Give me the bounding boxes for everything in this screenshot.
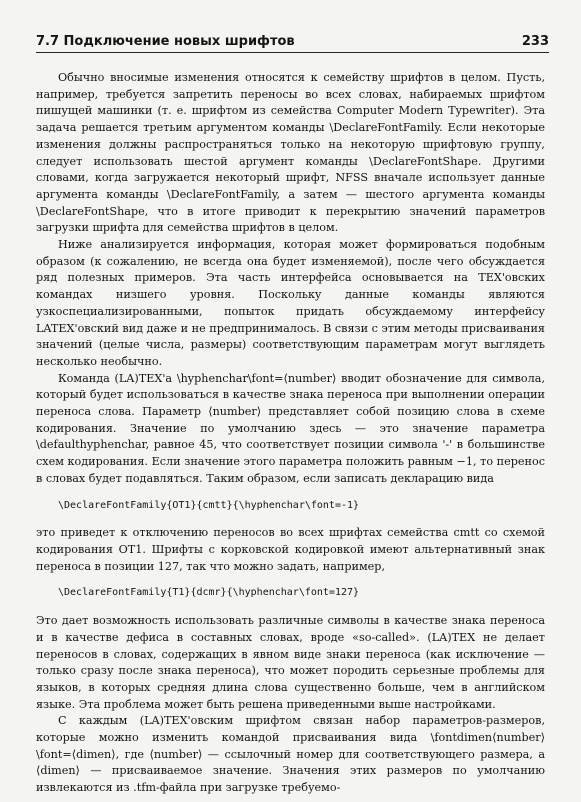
code-block: \DeclareFontFamily{T1}{dcmr}{\hyphenchar\font=127}	[58, 587, 360, 599]
section-title: 7.7 Подключение новых шрифтов	[36, 34, 295, 49]
code-block: \DeclareFontFamily{OT1}{cmtt}{\hyphenchar\font=-1}	[58, 499, 360, 511]
page-number: 233	[521, 34, 549, 49]
paragraph: это приведет к отключению переносов во всех шрифтах семейства cmtt со схемой кодирования OT1. Шрифты с корковской кодировкой имеют альтернативный знак переноса в позиции 127, так что можно задать, например,	[36, 526, 545, 573]
paragraph: Обычно вносимые изменения относятся к семейству шрифтов в целом. Пусть, например, требуется запретить переносы во всех словах, набираемых шрифтом пишущей машинки (т. е. шрифтом из семейства Computer Modern Typewriter). Эта задача решается третьим аргументом команды \DeclareFontFamily. Если некоторые изменения должны распространяться только на некоторую шрифтовую группу, следует использовать шестой аргумент команды \DeclareFontShape. Другими словами, когда загружается некоторый шрифт, NFSS вначале использует данные аргумента команды \DeclareFontFamily, а затем — шестого аргумента команды \DeclareFontShape, что в итоге приводит к перекрытию значений параметров загрузки шрифта для семейства шрифтов в целом.	[36, 71, 545, 235]
paragraph: Это дает возможность использовать различные символы в качестве знака переноса и в качестве дефиса в составных словах, вроде «so-called». (LA)TEX не делает переносов в словах, содержащих в явном виде знаки переноса (как исключение — только сразу после знака переноса), что может породить серьезные проблемы для языков, в которых средняя длина слова существенно больше, чем в английском языке. Эта проблема может быть решена приведенными выше настройками.	[36, 614, 545, 711]
body-text	[36, 70, 545, 797]
paragraph: С каждым (LA)TEX'овским шрифтом связан набор параметров-размеров, которые можно изменить командой присваивания вида \fontdimen⟨number⟩\font=⟨dimen⟩, где ⟨number⟩ — ссылочный номер для соответствующего размера, а ⟨dimen⟩ — присваиваемое значение. Значения этих размеров по умолчанию извлекаются из .tfm-файла при загрузке требуемо-	[36, 714, 545, 795]
running-header	[36, 34, 549, 53]
paragraph: Ниже анализируется информация, которая может формироваться подобным образом (к сожалению, не всегда она будет изменяемой), после чего обсуждается ряд полезных примеров. Эта часть интерфейса основывается на TEX'овских командах низшего уровня. Поскольку данные команды являются узкоспециализированными, попыток придать обсуждаемому интерфейсу LATEX'овский вид даже и не предпринималось. В связи с этим методы присваивания значений (целые числа, размеры) соответствующим параметрам могут выглядеть несколько необычно.	[36, 238, 545, 368]
paragraph: Команда (LA)TEX'а \hyphenchar\font=⟨number⟩ вводит обозначение для символа, который будет использоваться в качестве знака переноса при выполнении операции переноса слова. Параметр ⟨number⟩ представляет собой позицию слова в схеме кодирования. Значение по умолчанию здесь — это значение параметра \defaulthyphenchar, равное 45, что соответствует позиции символа '-' в большинстве схем кодирования. Если значение этого параметра положить равным −1, то перенос в словах будет подавляться. Таким образом, если записать декларацию вида	[36, 371, 545, 485]
